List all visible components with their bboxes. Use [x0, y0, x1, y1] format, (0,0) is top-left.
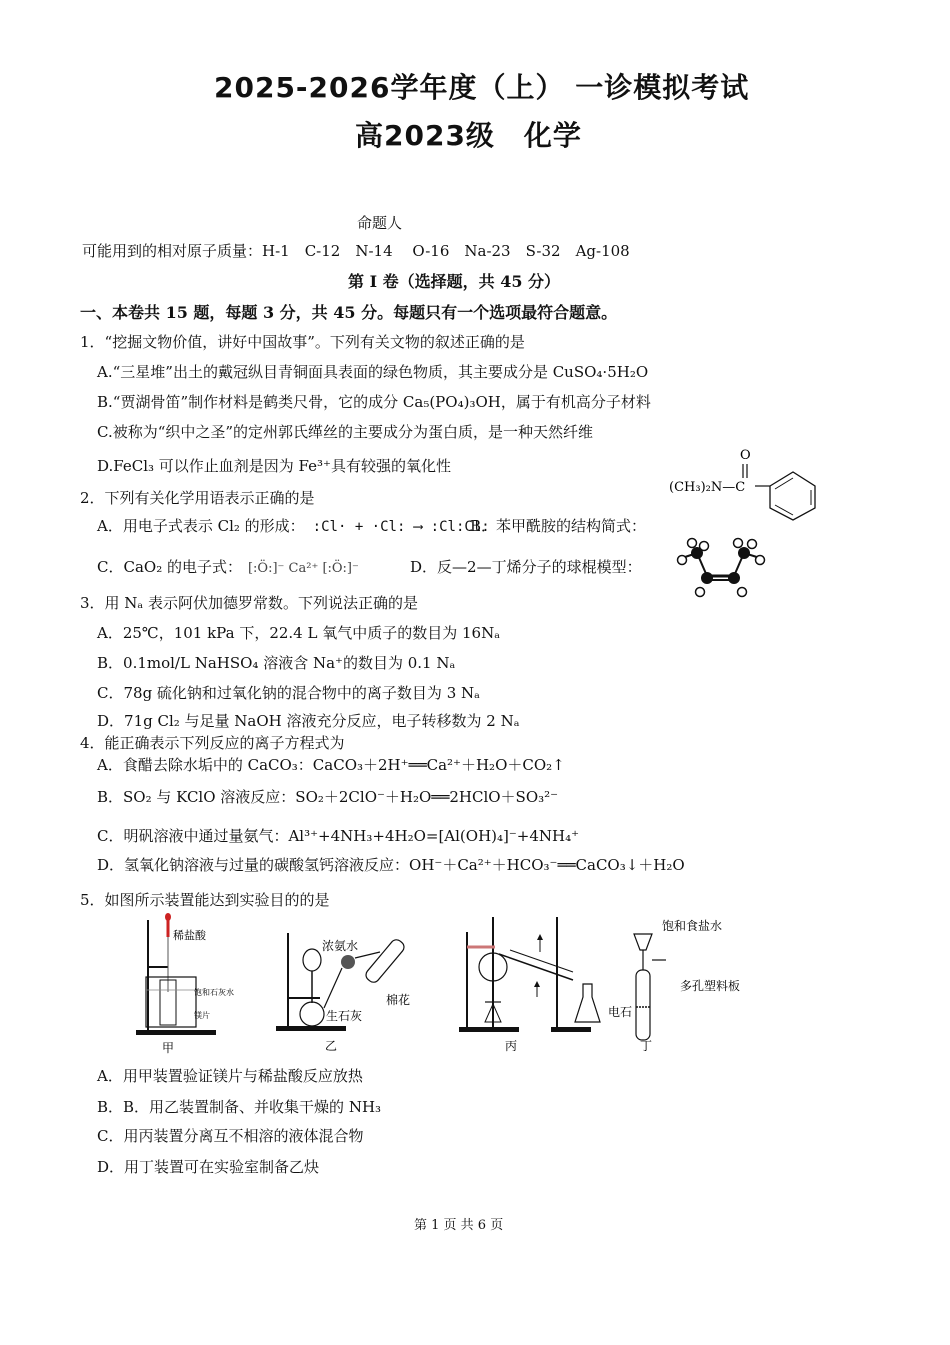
volume-title: 第 I 卷（选择题，共 45 分）	[348, 272, 561, 291]
cl2-electron-formula: :Cl· + ·Cl: ⟶ :Cl:Cl:	[312, 519, 490, 535]
q2-option-c-text: C．CaO₂ 的电子式：	[97, 558, 242, 576]
page-number: 第 1 页 共 6 页	[414, 1218, 504, 1233]
label-mg-strip: 镁片	[194, 1011, 210, 1020]
q3-stem: 3．用 Nₐ 表示阿伏加德罗常数。下列说法正确的是	[80, 594, 418, 612]
apparatus-ding	[606, 912, 756, 1057]
atomic-masses: 可能用到的相对原子质量：H-1 C-12 N-14 O-16 Na-23 S-32 Ag-108	[82, 242, 630, 260]
q1-option-c: C.被称为“织中之圣”的定州郭氏缂丝的主要成分为蛋白质，是一种天然纤维	[97, 423, 594, 441]
exam-title-line2: 高2023级 化学	[355, 119, 582, 152]
q5-option-d: D．用丁装置可在实验室制备乙炔	[97, 1158, 320, 1176]
exam-title-line1: 2025-2026学年度（上） 一诊模拟考试	[214, 71, 750, 104]
caption-yi: 乙	[325, 1039, 338, 1053]
q3-option-a: A．25℃，101 kPa 下，22.4 L 氧气中质子的数目为 16Nₐ	[97, 624, 500, 642]
q2-option-d: D．反—2—丁烯分子的球棍模型：	[410, 558, 642, 576]
q2-option-b: B．苯甲酰胺的结构简式：	[470, 517, 647, 535]
struct-n-group: (CH₃)₂N—C	[669, 480, 746, 495]
cao2-electron-formula: [:Ö:]⁻ Ca²⁺ [:Ö:]⁻	[247, 561, 359, 576]
label-porous-plate: 多孔塑料板	[680, 979, 741, 993]
q3-option-b: B．0.1mol/L NaHSO₄ 溶液含 Na⁺的数目为 0.1 Nₐ	[97, 654, 456, 672]
q2-stem: 2．下列有关化学用语表示正确的是	[80, 489, 315, 507]
q3-option-d: D．71g Cl₂ 与足量 NaOH 溶液充分反应，电子转移数为 2 Nₐ	[97, 712, 520, 730]
author-label: 命题人	[357, 214, 403, 232]
q1-option-b: B.“贾湖骨笛”制作材料是鹤类尺骨，它的成分 Ca₅(PO₄)₃OH，属于有机高分子材料	[97, 393, 651, 411]
q4-option-d: D．氢氧化钠溶液与过量的碳酸氢钙溶液反应：OH⁻＋Ca²⁺＋HCO₃⁻══CaCO₃↓＋H₂O	[97, 856, 685, 874]
q1-option-a: A.“三星堆”出土的戴冠纵目青铜面具表面的绿色物质，其主要成分是 CuSO₄·5H₂O	[97, 363, 649, 381]
label-lime-water: 饱和石灰水	[194, 988, 234, 997]
q1-option-d: D.FeCl₃ 可以作止血剂是因为 Fe³⁺具有较强的氧化性	[97, 457, 451, 475]
q1-stem: 1．“挖掘文物价值，讲好中国故事”。下列有关文物的叙述正确的是	[80, 333, 525, 351]
caption-bing: 丙	[505, 1039, 518, 1053]
q4-option-b: B．SO₂ 与 KClO 溶液反应：SO₂＋2ClO⁻＋H₂O══2HClO＋SO₃²⁻	[97, 788, 559, 806]
trans-2-butene-model	[672, 538, 772, 600]
label-quicklime: 生石灰	[326, 1009, 363, 1023]
struct-oxygen: O	[740, 448, 751, 463]
q4-option-c: C．明矾溶液中通过量氨气：Al³⁺+4NH₃+4H₂O=[Al(OH)₄]⁻+4NH₄⁺	[97, 827, 580, 845]
apparatus-bing	[455, 912, 615, 1057]
q2-option-c	[97, 556, 359, 577]
label-conc-ammonia: 浓氨水	[322, 939, 359, 953]
label-cotton: 棉花	[386, 993, 411, 1007]
q2-option-a-text: A．用电子式表示 Cl₂ 的形成：	[97, 517, 305, 535]
caption-ding: 丁	[640, 1039, 653, 1053]
q4-option-a: A．食醋去除水垢中的 CaCO₃：CaCO₃＋2H⁺══Ca²⁺＋H₂O＋CO₂↑	[97, 756, 565, 774]
apparatus-yi	[270, 928, 430, 1056]
apparatus-jia	[128, 912, 234, 1055]
benzamide-structure	[665, 444, 825, 529]
label-dilute-hcl: 稀盐酸	[173, 929, 206, 942]
label-brine: 饱和食盐水	[662, 919, 723, 933]
q2-option-a	[97, 515, 490, 536]
caption-jia: 甲	[162, 1041, 175, 1055]
q4-stem: 4．能正确表示下列反应的离子方程式为	[80, 734, 345, 752]
q5-option-c: C．用丙装置分离互不相溶的液体混合物	[97, 1127, 364, 1145]
label-calcium-carbide: 电石	[608, 1005, 633, 1019]
q5-option-a: A．用甲装置验证镁片与稀盐酸反应放热	[97, 1067, 363, 1085]
q5-option-b: B．B．用乙装置制备、并收集干燥的 NH₃	[97, 1098, 382, 1116]
section-instructions: 一、本卷共 15 题，每题 3 分，共 45 分。每题只有一个选项最符合题意。	[80, 303, 618, 322]
q3-option-c: C．78g 硫化钠和过氧化钠的混合物中的离子数目为 3 Nₐ	[97, 684, 480, 702]
q5-stem: 5．如图所示装置能达到实验目的的是	[80, 891, 330, 909]
